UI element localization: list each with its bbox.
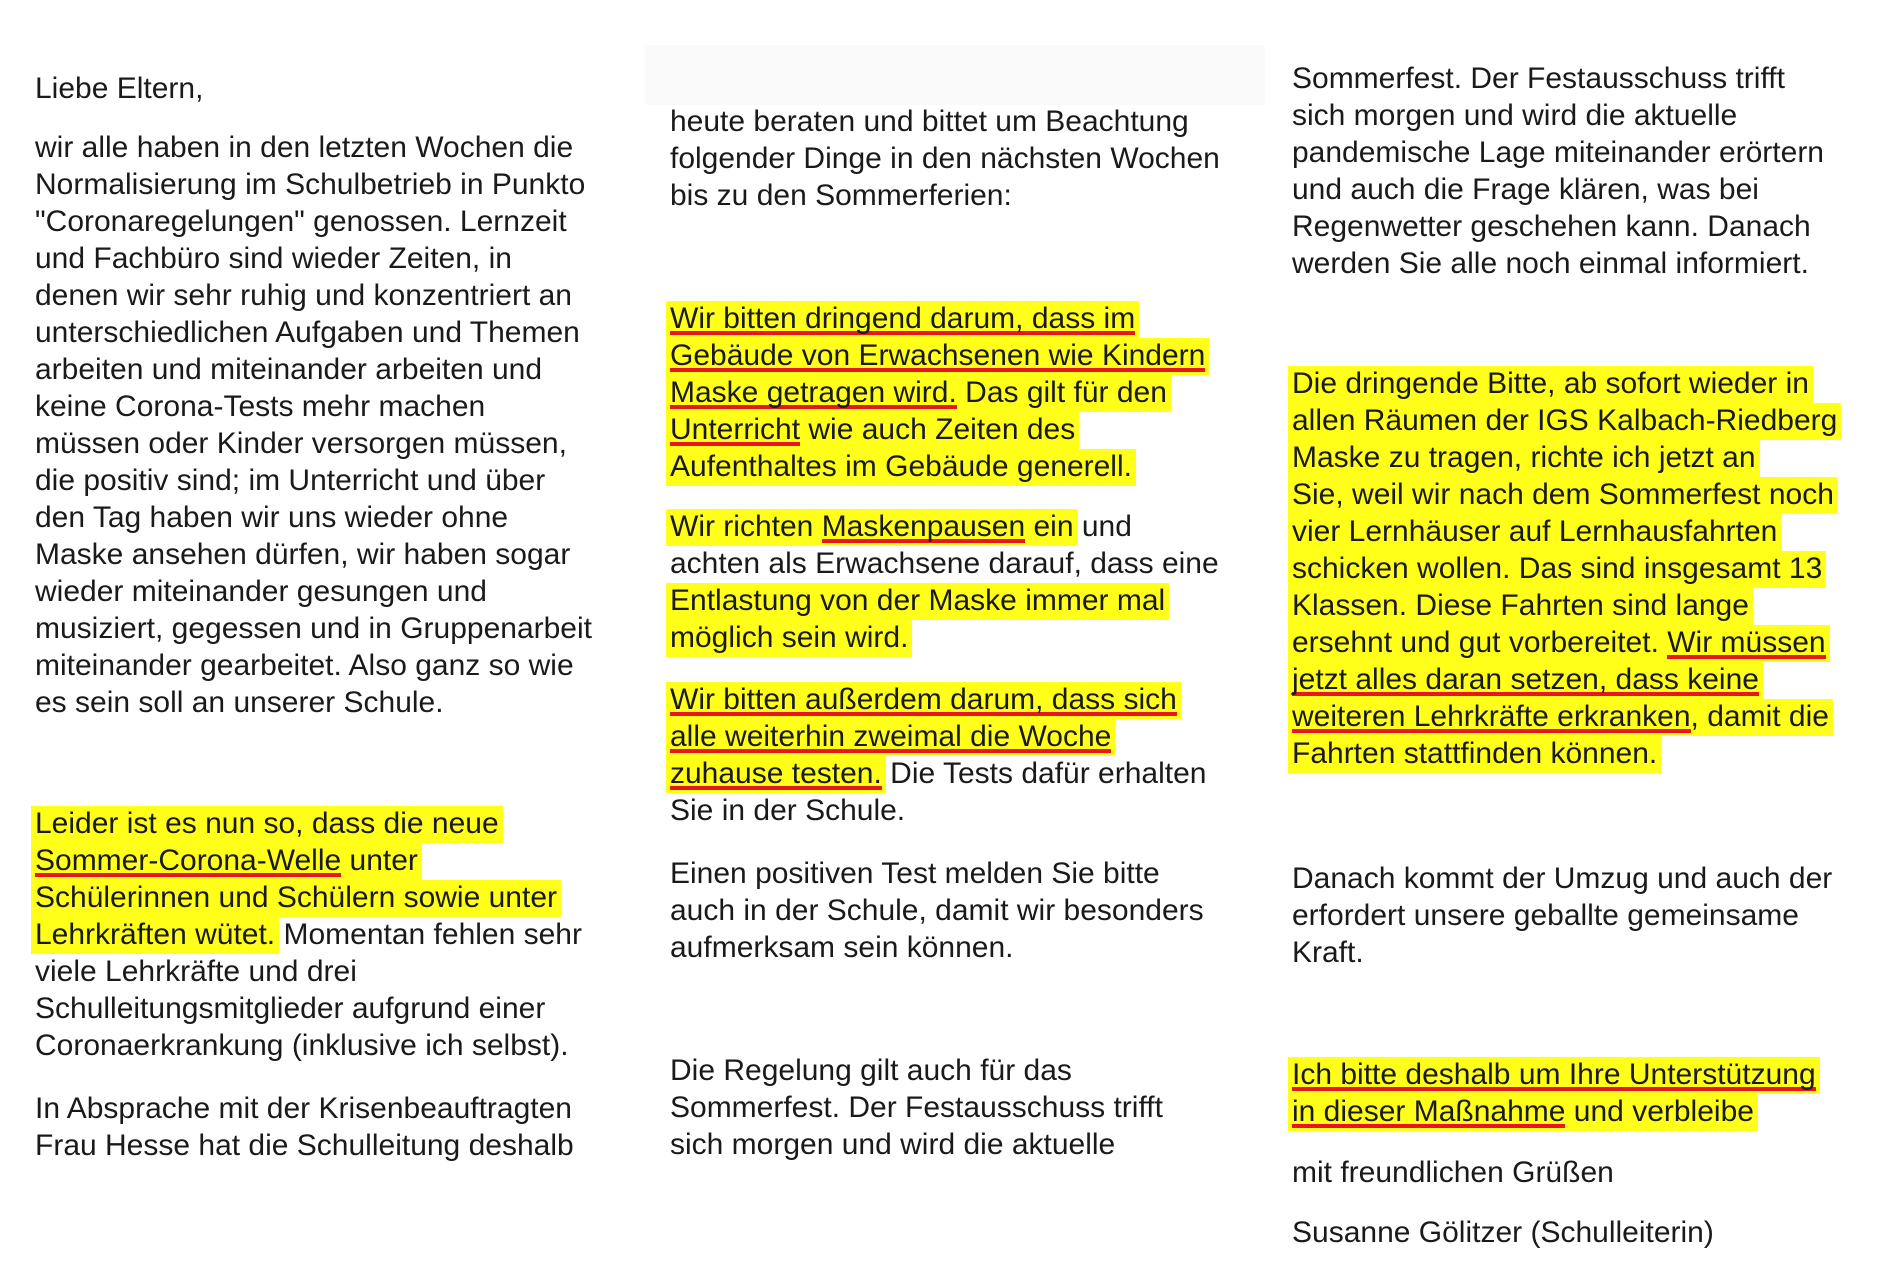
text-line: erfordert unsere geballte gemeinsame bbox=[1292, 899, 1799, 932]
highlight: Klassen. Diese Fahrten sind lange bbox=[1288, 588, 1753, 625]
highlight bbox=[1288, 625, 1830, 662]
text-line: denen wir sehr ruhig und konzentriert an bbox=[35, 279, 572, 312]
text-line bbox=[1292, 365, 1837, 402]
text-line bbox=[1292, 735, 1837, 772]
text-line: unterschiedlichen Aufgaben und Themen bbox=[35, 316, 580, 349]
highlight: Lehrkräften wütet. bbox=[31, 917, 279, 954]
report-paragraph bbox=[670, 855, 1204, 966]
text-fragment: unter bbox=[341, 844, 418, 877]
text-line bbox=[35, 842, 582, 879]
highlight: Sie, weil wir nach dem Sommerfest noch bbox=[1288, 477, 1838, 514]
text-line: Kraft. bbox=[1292, 936, 1364, 969]
text-line: Die Regelung gilt auch für das bbox=[670, 1054, 1072, 1087]
highlight bbox=[666, 412, 1079, 449]
signature: Susanne Gölitzer (Schulleiterin) bbox=[1292, 1216, 1714, 1249]
continuation-paragraph bbox=[670, 103, 1220, 214]
text-line bbox=[1292, 698, 1837, 735]
underline-mark: jetzt alles daran setzen, dass keine bbox=[1292, 663, 1759, 696]
text-line bbox=[670, 508, 1219, 545]
text-line bbox=[1292, 1093, 1816, 1130]
column-2 bbox=[640, 0, 1270, 1280]
text-line bbox=[1292, 402, 1837, 439]
crisis-paragraph bbox=[35, 1090, 574, 1164]
highlight: Die dringende Bitte, ab sofort wieder in bbox=[1288, 366, 1813, 403]
testing-paragraph bbox=[670, 681, 1206, 829]
highlight bbox=[666, 301, 1139, 338]
intro-paragraph bbox=[35, 129, 592, 721]
text-line bbox=[35, 805, 582, 842]
underline-mark: Gebäude von Erwachsenen wie Kindern bbox=[670, 339, 1206, 372]
text-line bbox=[670, 619, 1219, 656]
move-paragraph bbox=[1292, 860, 1832, 971]
underline-mark: Unterricht bbox=[670, 413, 801, 446]
underline-mark: Wir bitten dringend darum, dass im bbox=[670, 302, 1136, 335]
highlight bbox=[1288, 1057, 1820, 1094]
highlight: allen Räumen der IGS Kalbach-Riedberg bbox=[1288, 403, 1841, 440]
text-line bbox=[1292, 661, 1837, 698]
text-fragment: Das gilt für den bbox=[956, 376, 1167, 409]
text-line: Coronaerkrankung (inklusive ich selbst). bbox=[35, 1029, 569, 1062]
text-line bbox=[670, 374, 1205, 411]
faded-region bbox=[645, 45, 1265, 105]
text-line: viele Lehrkräfte und drei bbox=[35, 955, 357, 988]
text-line: Sommerfest. Der Festausschuss trifft bbox=[670, 1091, 1163, 1124]
highlight: Aufenthaltes im Gebäude generell. bbox=[666, 449, 1136, 486]
highlight bbox=[1288, 662, 1763, 699]
underline-mark: weiteren Lehrkräfte erkranken bbox=[1292, 700, 1691, 733]
underline-mark: Sommer-Corona-Welle bbox=[35, 844, 342, 877]
text-fragment: und bbox=[1073, 510, 1132, 543]
text-fragment: Wir richten bbox=[670, 510, 822, 543]
highlight: Maske zu tragen, richte ich jetzt an bbox=[1288, 440, 1760, 477]
highlight bbox=[1288, 699, 1833, 736]
text-line: In Absprache mit der Krisenbeauftragten bbox=[35, 1092, 572, 1125]
text-line: Maske ansehen dürfen, wir haben sogar bbox=[35, 538, 571, 571]
summer-fest-paragraph bbox=[1292, 60, 1824, 282]
highlight: vier Lernhäuser auf Lernhausfahrten bbox=[1288, 514, 1781, 551]
text-line: aufmerksam sein können. bbox=[670, 931, 1014, 964]
text-line: und Fachbüro sind wieder Zeiten, in bbox=[35, 242, 512, 275]
text-line: den Tag haben wir uns wieder ohne bbox=[35, 501, 509, 534]
text-line: Danach kommt der Umzug und auch der bbox=[1292, 862, 1833, 895]
urgent-plea-paragraph bbox=[1292, 365, 1837, 772]
column-1 bbox=[0, 0, 640, 1280]
text-line: werden Sie alle noch einmal informiert. bbox=[1292, 247, 1809, 280]
underline-mark: Maske getragen wird. bbox=[670, 376, 957, 409]
text-line bbox=[670, 411, 1205, 448]
text-line bbox=[1292, 1056, 1816, 1093]
underline-mark: in dieser Maßnahme bbox=[1292, 1095, 1566, 1128]
text-line: auch in der Schule, damit wir besonders bbox=[670, 894, 1204, 927]
text-line: "Coronaregelungen" genossen. Lernzeit bbox=[35, 205, 567, 238]
highlight bbox=[666, 338, 1209, 375]
highlight: schicken wollen. Das sind insgesamt 13 bbox=[1288, 551, 1826, 588]
text-line bbox=[670, 755, 1206, 792]
underline-mark: zuhause testen. bbox=[670, 757, 882, 790]
rule-paragraph bbox=[670, 1052, 1163, 1163]
text-fragment: wie auch Zeiten des bbox=[800, 413, 1076, 446]
text-line bbox=[670, 582, 1219, 619]
text-line: heute beraten und bittet um Beachtung bbox=[670, 105, 1189, 138]
text-line: Sie in der Schule. bbox=[670, 794, 906, 827]
highlight: Leider ist es nun so, dass die neue bbox=[31, 806, 503, 843]
text-line bbox=[670, 681, 1206, 718]
text-line bbox=[1292, 439, 1837, 476]
highlight bbox=[666, 375, 1171, 412]
text-line bbox=[1292, 513, 1837, 550]
text-line: Frau Hesse hat die Schulleitung deshalb bbox=[35, 1129, 574, 1162]
text-line bbox=[1292, 587, 1837, 624]
highlight bbox=[666, 719, 1115, 756]
text-line: wieder miteinander gesungen und bbox=[35, 575, 487, 608]
text-line: pandemische Lage miteinander erörtern bbox=[1292, 136, 1824, 169]
underline-mark: Ich bitte deshalb um Ihre Unterstützung bbox=[1292, 1058, 1816, 1091]
text-line bbox=[1292, 550, 1837, 587]
underline-mark: Maskenpausen bbox=[821, 510, 1026, 543]
text-line bbox=[670, 718, 1206, 755]
text-line: keine Corona-Tests mehr machen bbox=[35, 390, 486, 423]
closing: mit freundlichen Grüßen bbox=[1292, 1156, 1614, 1189]
text-line bbox=[1292, 476, 1837, 513]
highlight: Schülerinnen und Schülern sowie unter bbox=[31, 880, 561, 917]
text-line: Einen positiven Test melden Sie bitte bbox=[670, 857, 1160, 890]
text-line bbox=[670, 448, 1205, 485]
text-line: müssen oder Kinder versorgen müssen, bbox=[35, 427, 567, 460]
text-line: musiziert, gegessen und in Gruppenarbeit bbox=[35, 612, 592, 645]
text-line: miteinander gearbeitet. Also ganz so wie bbox=[35, 649, 574, 682]
text-line: arbeiten und miteinander arbeiten und bbox=[35, 353, 543, 386]
text-line: Regenwetter geschehen kann. Danach bbox=[1292, 210, 1811, 243]
underline-mark: alle weiterhin zweimal die Woche bbox=[670, 720, 1112, 753]
text-line: sich morgen und wird die aktuelle bbox=[670, 1128, 1116, 1161]
mask-breaks-paragraph bbox=[670, 508, 1219, 656]
mask-requirement-paragraph bbox=[670, 300, 1205, 485]
text-line bbox=[670, 300, 1205, 337]
text-line: Sommerfest. Der Festausschuss trifft bbox=[1292, 62, 1785, 95]
text-line bbox=[670, 337, 1205, 374]
text-fragment: ersehnt und gut vorbereitet. bbox=[1292, 626, 1668, 659]
text-line: folgender Dinge in den nächsten Wochen bbox=[670, 142, 1220, 175]
underline-mark: Wir müssen bbox=[1667, 626, 1826, 659]
corona-wave-paragraph bbox=[35, 805, 582, 1064]
support-paragraph bbox=[1292, 1056, 1816, 1130]
text-fragment: , damit die bbox=[1690, 700, 1829, 733]
highlight: Fahrten stattfinden können. bbox=[1288, 736, 1661, 773]
text-line: wir alle haben in den letzten Wochen die bbox=[35, 131, 574, 164]
highlight bbox=[31, 843, 422, 880]
text-line: die positiv sind; im Unterricht und über bbox=[35, 464, 546, 497]
text-line bbox=[1292, 624, 1837, 661]
highlight: möglich sein wird. bbox=[666, 620, 912, 657]
text-fragment: und verbleibe bbox=[1565, 1095, 1754, 1128]
highlight bbox=[666, 756, 886, 793]
text-line bbox=[35, 879, 582, 916]
text-line bbox=[35, 916, 582, 953]
highlight bbox=[666, 682, 1181, 719]
underline-mark: Wir bitten außerdem darum, dass sich bbox=[670, 683, 1177, 716]
text-line: Schulleitungsmitglieder aufgrund einer bbox=[35, 992, 546, 1025]
column-3 bbox=[1270, 0, 1900, 1280]
text-line: Normalisierung im Schulbetrieb in Punkto bbox=[35, 168, 586, 201]
text-line: bis zu den Sommerferien: bbox=[670, 179, 1012, 212]
greeting: Liebe Eltern, bbox=[35, 72, 204, 105]
highlight bbox=[666, 509, 1078, 546]
text-line: es sein soll an unserer Schule. bbox=[35, 686, 444, 719]
text-line: achten als Erwachsene darauf, dass eine bbox=[670, 547, 1219, 580]
highlight bbox=[1288, 1094, 1758, 1131]
text-line: sich morgen und wird die aktuelle bbox=[1292, 99, 1738, 132]
text-fragment: ein bbox=[1025, 510, 1074, 543]
highlight: Entlastung von der Maske immer mal bbox=[666, 583, 1169, 620]
text-fragment: Die Tests dafür erhalten bbox=[881, 757, 1207, 790]
text-fragment: Momentan fehlen sehr bbox=[275, 918, 582, 951]
text-line: und auch die Frage klären, was bei bbox=[1292, 173, 1759, 206]
